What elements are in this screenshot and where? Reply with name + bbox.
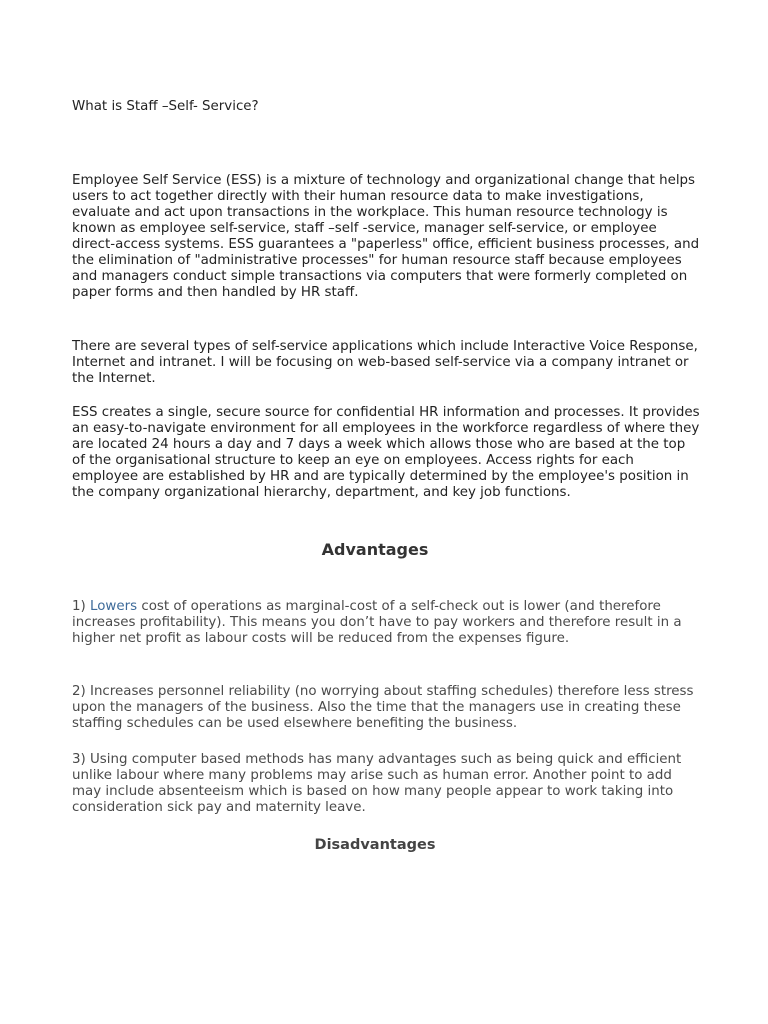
advantages-heading: Advantages: [321, 540, 429, 559]
advantage-item-3: 3) Using computer based methods has many advantages such as being quick and efficient unlike labour where many problems may arise such as human error. Another point to add may include absenteeism which is based on how many people appear to work taking into consideration sick pay and maternity leave.: [72, 752, 682, 815]
advantage-1-prefix: 1): [72, 599, 91, 614]
lowers-link[interactable]: Lowers: [90, 599, 138, 614]
intro-paragraph-2: There are several types of self-service applications which include Interactive Voice Response, Internet and intranet. I will be focusing on web-based self-service via a company intranet or the Internet.: [72, 339, 698, 386]
intro-paragraph-3: ESS creates a single, secure source for confidential HR information and processes. It provides an easy-to-navigate environment for all employees in the workforce regardless of where they are located 24 hours a day and 7 days a week which allows those who are based at the top of the organisational structure to keep an eye on employees. Access rights for each employee are established by HR and are typically determined by the employee's position in the company organizational hierarchy, department, and key job functions.: [72, 405, 700, 500]
question-heading: What is Staff –Self- Service?: [72, 99, 259, 114]
disadvantages-heading: Disadvantages: [314, 837, 436, 853]
intro-paragraph-1: Employee Self Service (ESS) is a mixture of technology and organizational change that helps users to act together directly with their human resource data to make investigations, evaluate and act upon transactions in the workplace. This human resource technology is known as employee self-service, staff –self -service, manager self-service, or employee direct-access systems. ESS guarantees a "paperless" office, efficient business processes, and the elimination of "administrative processes" for human resource staff because employees and managers conduct simple transactions via computers that were formerly completed on paper forms and then handled by HR staff.: [72, 173, 700, 300]
advantage-item-2: 2) Increases personnel reliability (no worrying about staffing schedules) therefore less stress upon the managers of the business. Also the time that the managers use in creating these staffing schedules can be used elsewhere benefiting the business.: [72, 684, 694, 731]
advantage-item-1: [72, 599, 702, 647]
advantage-1-text: cost of operations as marginal-cost of a self-check out is lower (and therefore increases profitability). This means you don’t have to pay workers and therefore result in a higher net profit as labour costs will be reduced from the expenses figure.: [72, 599, 682, 646]
